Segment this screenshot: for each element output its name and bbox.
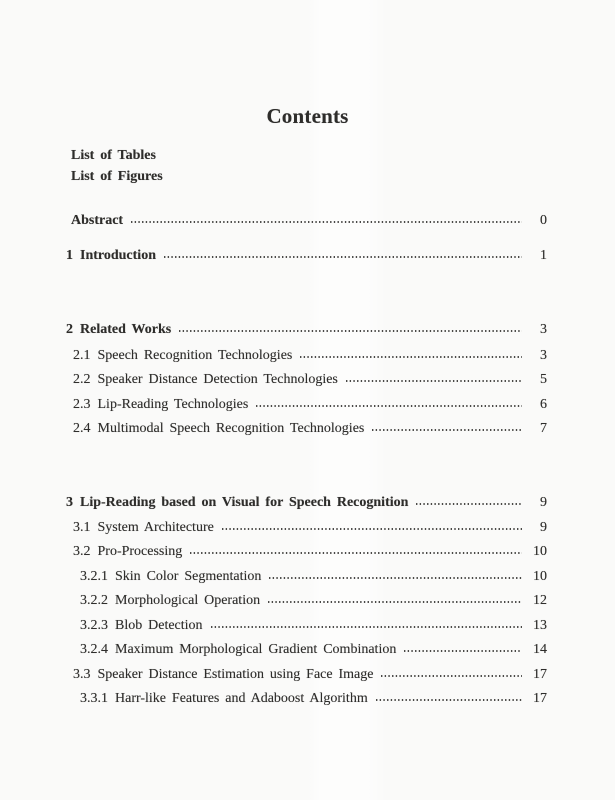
entry-page-number: 17 [533, 666, 547, 682]
entry-page-number: 1 [540, 248, 547, 263]
entry-label: Maximum Morphological Gradient Combination [115, 642, 397, 657]
entry-number: 2.3 [73, 396, 91, 412]
toc-entry-abstract [71, 212, 547, 229]
entry-label: Speaker Distance Detection Technologies [97, 372, 338, 387]
dot-leader [190, 552, 522, 554]
dot-leader [376, 699, 522, 701]
entry-number: 2.4 [73, 421, 91, 436]
toc-entry-3.2.2 [80, 592, 547, 609]
front-matter-list-of-figures [71, 168, 547, 185]
entry-page-number: 14 [533, 642, 547, 657]
entry-label: Blob Detection [115, 617, 203, 633]
entry-label: Speaker Distance Estimation using Face Image [97, 666, 374, 682]
dot-leader [381, 675, 522, 677]
entry-number: 3 [66, 495, 73, 510]
entry-number: 3.2.2 [80, 593, 108, 608]
entry-page-number: 3 [540, 322, 547, 337]
entry-page-number: 17 [533, 691, 547, 706]
dot-leader [211, 626, 522, 628]
entry-page-number: 9 [540, 519, 547, 535]
dot-leader [179, 330, 522, 332]
entry-page-number: 9 [540, 495, 547, 510]
dot-leader [222, 528, 522, 530]
dot-leader [131, 221, 522, 223]
entry-page-number: 7 [540, 421, 547, 436]
dot-leader [404, 650, 522, 652]
dot-leader [268, 601, 522, 603]
toc-entry-3.2 [73, 543, 547, 560]
entry-number: 2.1 [73, 347, 91, 363]
entry-label: Lip-Reading Technologies [97, 396, 249, 412]
entry-number: 3.1 [73, 519, 91, 535]
entry-page-number: 3 [540, 347, 547, 363]
toc-entry-1 [66, 247, 547, 264]
entry-label: Skin Color Segmentation [115, 568, 262, 584]
entry-number: 3.2.4 [80, 642, 108, 657]
entry-label: Morphological Operation [115, 593, 261, 608]
entry-page-number: 5 [540, 372, 547, 387]
toc-entry-3.2.4 [80, 641, 547, 658]
entry-page-number: 6 [540, 396, 547, 412]
dot-leader [164, 256, 522, 258]
entry-label: Introduction [80, 248, 156, 263]
toc-entry-3.3 [73, 666, 547, 683]
entry-number: 1 [66, 248, 73, 263]
dot-leader [416, 503, 522, 505]
entry-number: 3.3.1 [80, 691, 108, 706]
dot-leader [300, 356, 522, 358]
entry-label: System Architecture [97, 519, 214, 535]
dot-leader [372, 429, 522, 431]
toc-entry-2.4 [73, 420, 547, 437]
entry-label: Lip-Reading based on Visual for Speech Recognition [80, 495, 409, 510]
entry-label: Abstract [71, 213, 124, 228]
entry-number: 3.3 [73, 666, 91, 682]
page-title: Contents [266, 104, 349, 128]
entry-label: Pro-Processing [97, 544, 183, 559]
toc-entry-2.3 [73, 396, 547, 413]
toc-entry-2.2 [73, 371, 547, 388]
toc-entry-3.1 [73, 519, 547, 536]
toc-entry-3 [66, 494, 547, 511]
entry-number: 3.2.1 [80, 568, 108, 584]
toc-entry-3.3.1 [80, 690, 547, 707]
entry-label: Harr-like Features and Adaboost Algorithm [115, 691, 368, 706]
dot-leader [269, 577, 522, 579]
entry-number: 2.2 [73, 372, 91, 387]
toc-entry-2 [66, 321, 547, 338]
entry-page-number: 10 [533, 544, 547, 559]
toc-entry-2.1 [73, 347, 547, 364]
entry-number: 3.2 [73, 544, 91, 559]
toc-entry-3.2.1 [80, 568, 547, 585]
front-matter-label: List of Figures [71, 169, 163, 184]
dot-leader [256, 405, 522, 407]
entry-page-number: 0 [540, 213, 547, 228]
front-matter-label: List of Tables [71, 148, 156, 163]
entry-label: Speech Recognition Technologies [97, 347, 293, 363]
dot-leader [346, 380, 522, 382]
entry-page-number: 12 [533, 593, 547, 608]
entry-label: Multimodal Speech Recognition Technologies [97, 421, 365, 436]
entry-number: 3.2.3 [80, 617, 108, 633]
toc-entry-3.2.3 [80, 617, 547, 634]
entry-page-number: 10 [533, 568, 547, 584]
front-matter-list-of-tables [71, 147, 547, 164]
entry-label: Related Works [80, 322, 172, 337]
entry-page-number: 13 [533, 617, 547, 633]
entry-number: 2 [66, 322, 73, 337]
